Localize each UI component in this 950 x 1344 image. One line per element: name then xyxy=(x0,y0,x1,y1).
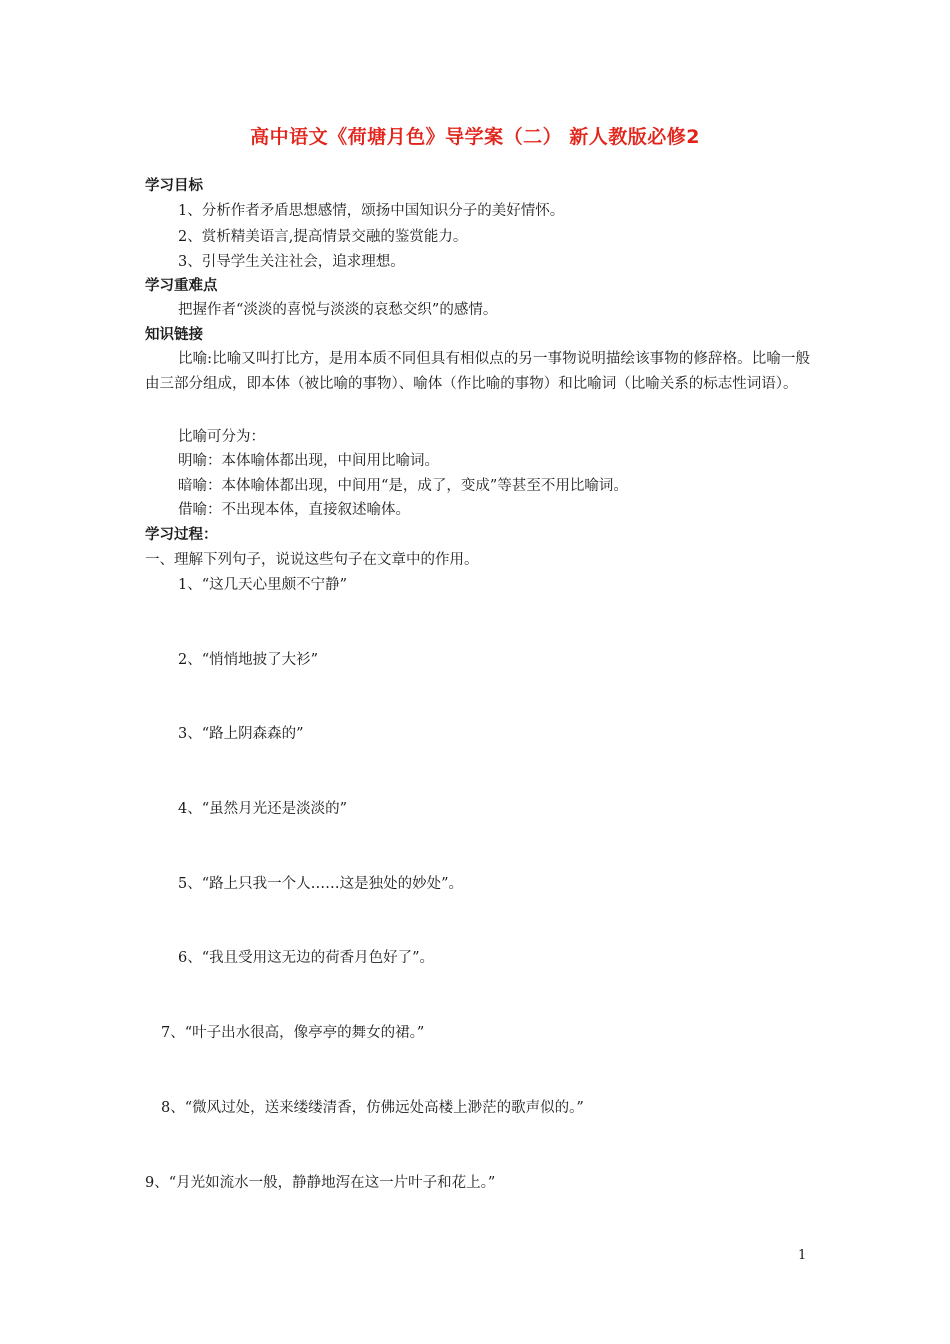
knowledge-line: 比喻可分为： xyxy=(178,429,265,445)
knowledge-line: 明喻：本体喻体都出现，中间用比喻词。 xyxy=(178,453,439,469)
process-item: 5、“路上只我一个人……这是独处的妙处”。 xyxy=(178,876,464,892)
process-item: 7、“叶子出水很高，像亭亭的舞女的裙。” xyxy=(161,1025,425,1041)
knowledge-paragraph: 比喻:比喻又叫打比方，是用本质不同但具有相似点的另一事物说明描绘该事物的修辞格。比喻一般由三部分组成，即本体（被比喻的事物）、喻体（作比喻的事物）和比喻词（比喻关系的标志性词语）。 xyxy=(145,351,810,392)
process-intro: 一、理解下列句子，说说这些句子在文章中的作用。 xyxy=(145,552,479,568)
process-item: 9、“月光如流水一般，静静地泻在这一片叶子和花上。” xyxy=(145,1175,496,1191)
knowledge-line: 借喻：不出现本体，直接叙述喻体。 xyxy=(178,502,410,518)
page-number: 1 xyxy=(798,1248,807,1263)
knowledge-line: 暗喻：本体喻体都出现，中间用“是，成了，变成”等甚至不用比喻词。 xyxy=(178,478,628,494)
process-item: 6、“我且受用这无边的荷香月色好了”。 xyxy=(178,950,435,966)
process-item: 4、“虽然月光还是淡淡的” xyxy=(178,801,348,817)
goal-item: 1、分析作者矛盾思想感情，颂扬中国知识分子的美好情怀。 xyxy=(178,203,565,219)
key-points-text: 把握作者“淡淡的喜悦与淡淡的哀愁交织”的感情。 xyxy=(178,302,498,318)
process-item: 1、“这几天心里颇不宁静” xyxy=(178,577,348,593)
goal-item: 2、赏析精美语言,提高情景交融的鉴赏能力。 xyxy=(178,229,468,245)
document-title: 高中语文《荷塘月色》导学案（二） 新人教版必修2 xyxy=(250,126,700,148)
process-item: 3、“路上阴森森的” xyxy=(178,726,304,742)
goal-item: 3、引导学生关注社会，追求理想。 xyxy=(178,254,405,270)
process-item: 2、“悄悄地披了大衫” xyxy=(178,652,319,668)
section-heading-process: 学习过程： xyxy=(145,527,218,543)
section-heading-knowledge: 知识链接 xyxy=(145,327,203,343)
process-item: 8、“微风过处，送来缕缕清香，仿佛远处高楼上渺茫的歌声似的。” xyxy=(161,1100,584,1116)
section-heading-key-points: 学习重难点 xyxy=(145,278,218,294)
section-heading-goals: 学习目标 xyxy=(145,178,203,194)
